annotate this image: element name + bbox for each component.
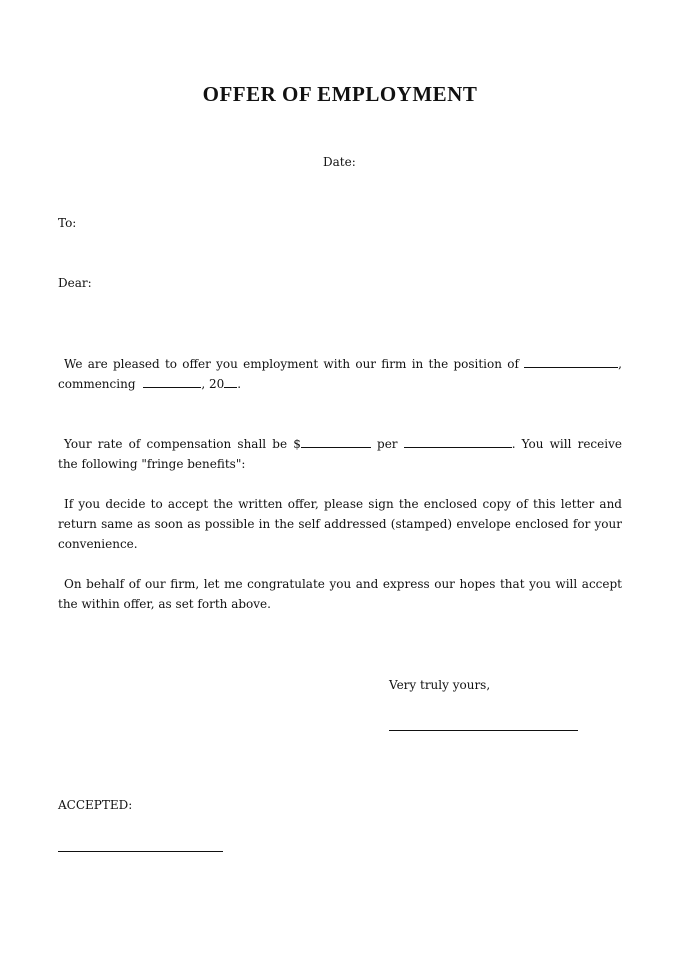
paragraph-congratulate-line1: On behalf of our firm, let me congratulate you and express our hopes that you will accept bbox=[64, 577, 622, 591]
paragraph-offer-line2 bbox=[58, 374, 622, 394]
year-prefix: , 20 bbox=[201, 377, 225, 391]
document-title: OFFER OF EMPLOYMENT bbox=[202, 82, 478, 106]
date-label: Date: bbox=[323, 155, 356, 169]
per-label: per bbox=[377, 437, 398, 451]
paragraph-congratulate-line2: the within offer, as set forth above. bbox=[58, 597, 271, 611]
closing-text: Very truly yours, bbox=[389, 678, 491, 692]
paragraph-offer bbox=[58, 354, 622, 394]
paragraph-compensation-line2: the following "fringe benefits": bbox=[58, 457, 246, 471]
employer-signature-line bbox=[389, 730, 578, 731]
paragraph-compensation bbox=[58, 434, 622, 474]
offer-text: We are pleased to offer you employment with our firm in the position of bbox=[64, 357, 519, 371]
position-blank bbox=[524, 354, 618, 368]
paragraph-accept-line3: convenience. bbox=[58, 537, 138, 551]
commencing-label: commencing bbox=[58, 377, 136, 391]
receive-text: . You will receive bbox=[511, 437, 622, 451]
rate-blank bbox=[301, 434, 371, 448]
paragraph-congratulate bbox=[58, 574, 622, 614]
paragraph-accept-line2: return same as soon as possible in the self addressed (stamped) envelope enclosed for your bbox=[58, 517, 622, 531]
offer-comma: , bbox=[618, 357, 622, 371]
paragraph-accept-line1: If you decide to accept the written offer, please sign the enclosed copy of this letter and bbox=[64, 497, 622, 511]
period-blank bbox=[404, 434, 512, 448]
offer-period: . bbox=[237, 377, 242, 391]
year-blank bbox=[224, 374, 237, 388]
paragraph-accept bbox=[58, 494, 622, 554]
compensation-text: Your rate of compensation shall be $ bbox=[64, 437, 301, 451]
start-date-blank bbox=[143, 374, 201, 388]
paragraph-offer-line1 bbox=[58, 354, 622, 374]
to-label: To: bbox=[58, 216, 77, 230]
accepted-label: ACCEPTED: bbox=[58, 798, 133, 812]
dear-label: Dear: bbox=[58, 276, 92, 290]
employee-signature-line bbox=[58, 851, 223, 852]
paragraph-compensation-line1 bbox=[58, 434, 622, 454]
